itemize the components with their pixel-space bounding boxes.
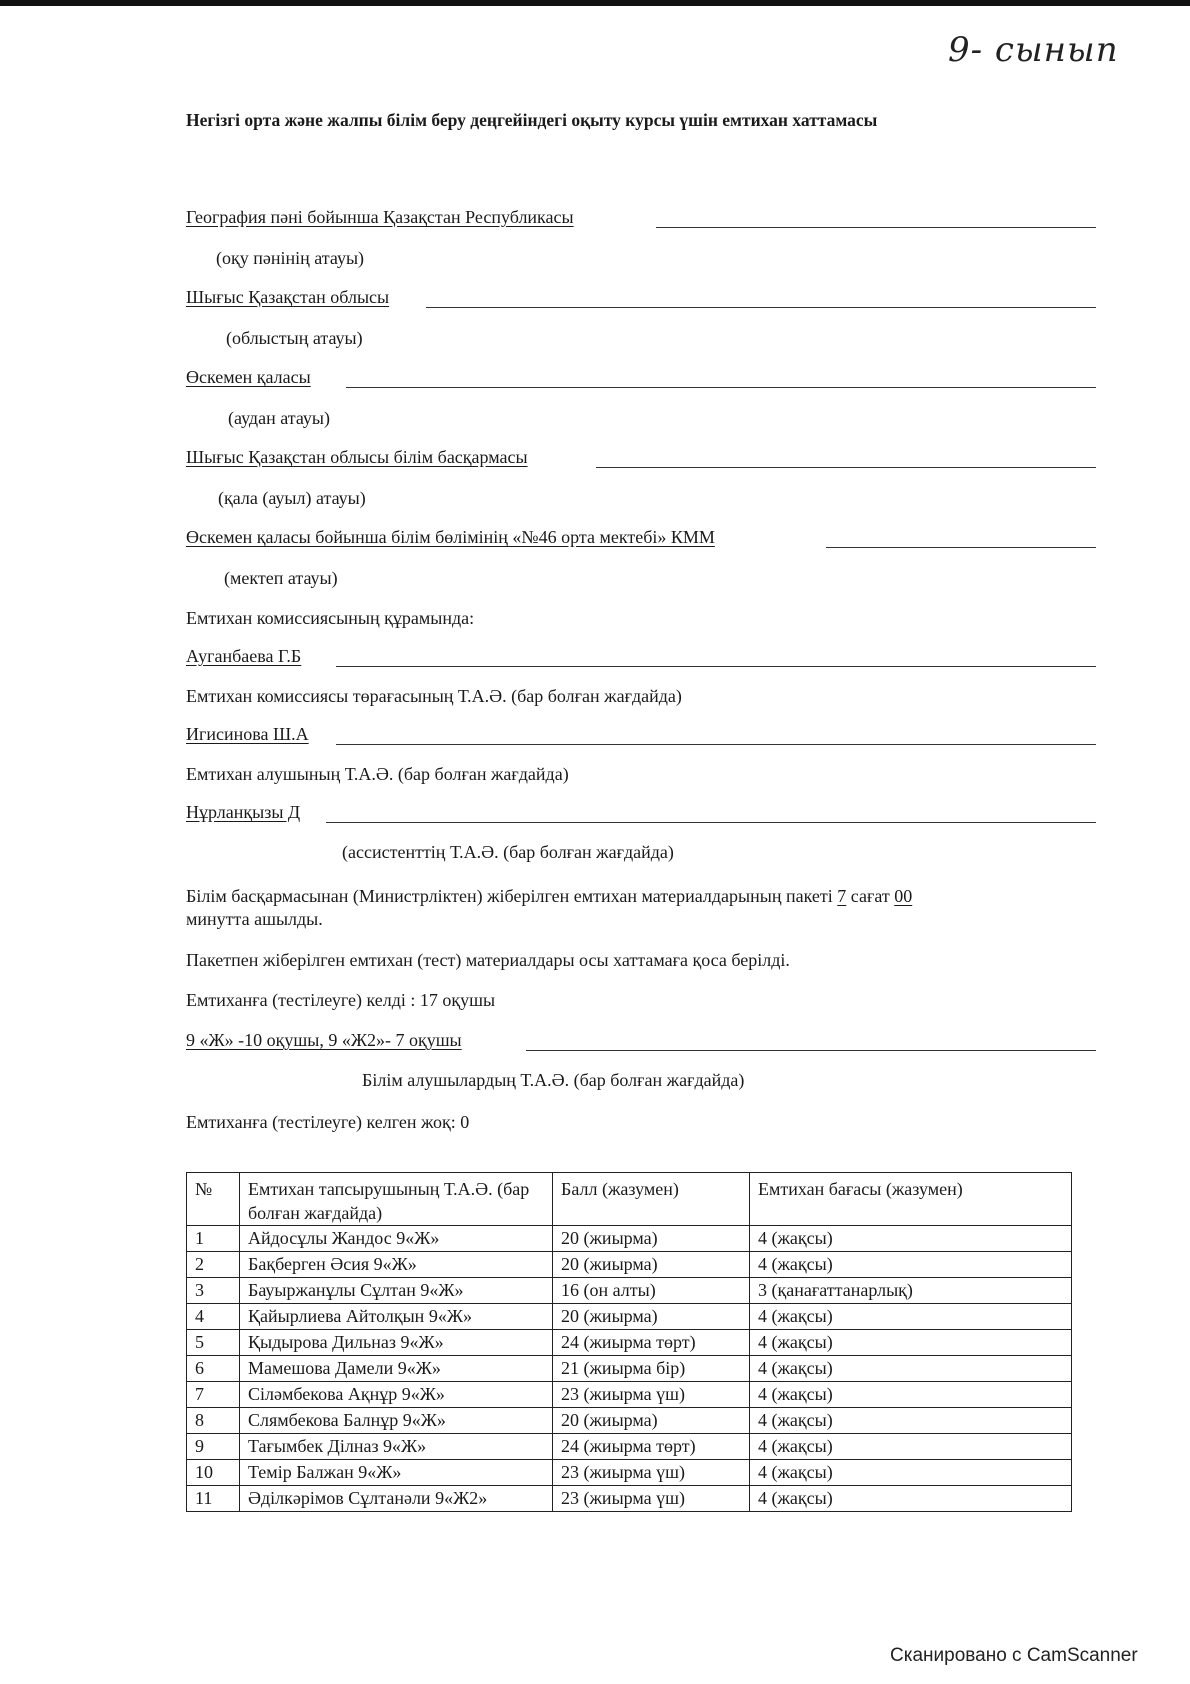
scan-top-edge — [0, 0, 1190, 6]
district-field — [186, 367, 1096, 388]
cell-score: 20 (жиырма) — [553, 1226, 750, 1252]
camscanner-watermark: Сканировано с CamScanner — [890, 1645, 1138, 1666]
classes-value: 9 «Ж» -10 оқушы, 9 «Ж2»- 7 оқушы — [186, 1030, 462, 1050]
cell-grade: 4 (жақсы) — [750, 1486, 1072, 1512]
city-underline — [596, 467, 1096, 468]
table-row — [187, 1434, 1072, 1460]
examiner-field — [186, 724, 1096, 745]
cell-grade: 4 (жақсы) — [750, 1252, 1072, 1278]
cell-score: 24 (жиырма төрт) — [553, 1434, 750, 1460]
header-number: № — [187, 1173, 240, 1226]
cell-number: 2 — [187, 1252, 240, 1278]
attended-count: Емтиханға (тестілеуге) келді : 17 оқушы — [186, 990, 496, 1010]
handwritten-note: 9- сынып — [948, 30, 1119, 70]
header-name: Емтихан тапсырушының Т.А.Ә. (бар болған жағдайда) — [240, 1173, 553, 1226]
table-row — [187, 1486, 1072, 1512]
commission-heading: Емтихан комиссиясының құрамында: — [186, 608, 475, 628]
package-text: Білім басқармасынан (Министрліктен) жіберілген емтихан материалдарының пакеті — [186, 886, 833, 906]
cell-grade: 4 (жақсы) — [750, 1408, 1072, 1434]
examiner-underline — [336, 744, 1096, 745]
region-value: Шығыс Қазақстан облысы — [186, 287, 390, 307]
table-row — [187, 1356, 1072, 1382]
cell-name: Қайырлиева Айтолқын 9«Ж» — [240, 1304, 553, 1330]
cell-grade: 4 (жақсы) — [750, 1382, 1072, 1408]
cell-name: Әділкәрімов Сұлтанәли 9«Ж2» — [240, 1486, 553, 1512]
cell-name: Бауыржанұлы Сұлтан 9«Ж» — [240, 1278, 553, 1304]
chair-underline — [336, 666, 1096, 667]
assistant-value: Нұрланқызы Д — [186, 802, 301, 822]
cell-grade: 4 (жақсы) — [750, 1226, 1072, 1252]
cell-name: Қыдырова Дильназ 9«Ж» — [240, 1330, 553, 1356]
cell-name: Бақберген Әсия 9«Ж» — [240, 1252, 553, 1278]
cell-name: Темір Балжан 9«Ж» — [240, 1460, 553, 1486]
results-table — [186, 1172, 1072, 1512]
package-line — [186, 886, 912, 907]
cell-number: 11 — [187, 1486, 240, 1512]
region-field — [186, 287, 1096, 308]
cell-name: Тағымбек Ділназ 9«Ж» — [240, 1434, 553, 1460]
package-opened-text: минутта ашылды. — [186, 909, 323, 929]
cell-name: Айдосұлы Жандос 9«Ж» — [240, 1226, 553, 1252]
subject-value: География пәні бойынша Қазақстан Республикасы — [186, 207, 574, 227]
region-caption: (облыстың атауы) — [226, 328, 363, 348]
table-header-row — [187, 1173, 1072, 1226]
chair-value: Ауганбаева Г.Б — [186, 646, 302, 666]
cell-grade: 4 (жақсы) — [750, 1460, 1072, 1486]
district-value: Өскемен қаласы — [186, 367, 311, 387]
subject-caption: (оқу пәнінің атауы) — [216, 248, 365, 268]
assistant-field — [186, 802, 1096, 823]
region-underline — [426, 307, 1096, 308]
district-caption: (аудан атауы) — [228, 408, 330, 428]
package-hours-unit: сағат — [850, 886, 890, 906]
package-minutes: 00 — [894, 886, 913, 906]
cell-score: 20 (жиырма) — [553, 1252, 750, 1278]
cell-score: 21 (жиырма бір) — [553, 1356, 750, 1382]
table-row — [187, 1460, 1072, 1486]
city-caption: (қала (ауыл) атауы) — [218, 488, 366, 508]
cell-number: 8 — [187, 1408, 240, 1434]
chair-caption: Емтихан комиссиясы төрағасының Т.А.Ә. (бар болған жағдайда) — [186, 686, 682, 706]
assistant-caption: (ассистенттің Т.А.Ә. (бар болған жағдайда) — [342, 842, 674, 862]
cell-grade: 4 (жақсы) — [750, 1304, 1072, 1330]
classes-caption: Білім алушылардың Т.А.Ә. (бар болған жағдайда) — [362, 1070, 745, 1090]
assistant-underline — [326, 822, 1096, 823]
classes-field — [186, 1030, 1096, 1051]
school-field — [186, 527, 1096, 548]
city-value: Шығыс Қазақстан облысы білім басқармасы — [186, 447, 528, 467]
cell-number: 1 — [187, 1226, 240, 1252]
cell-number: 9 — [187, 1434, 240, 1460]
examiner-value: Игисинова Ш.А — [186, 724, 309, 744]
cell-number: 3 — [187, 1278, 240, 1304]
materials-note: Пакетпен жіберілген емтихан (тест) материалдары осы хаттамаға қоса берілді. — [186, 950, 790, 970]
cell-score: 20 (жиырма) — [553, 1304, 750, 1330]
school-value: Өскемен қаласы бойынша білім бөлімінің «№46 орта мектебі» КММ — [186, 527, 715, 547]
table-row — [187, 1330, 1072, 1356]
cell-name: Слямбекова Балнұр 9«Ж» — [240, 1408, 553, 1434]
chair-field — [186, 646, 1096, 667]
table-row — [187, 1278, 1072, 1304]
table-row — [187, 1408, 1072, 1434]
school-underline — [826, 547, 1096, 548]
cell-name: Сіләмбекова Ақнұр 9«Ж» — [240, 1382, 553, 1408]
subject-field — [186, 207, 1096, 228]
cell-number: 6 — [187, 1356, 240, 1382]
cell-score: 16 (он алты) — [553, 1278, 750, 1304]
examiner-caption: Емтихан алушының Т.А.Ә. (бар болған жағдайда) — [186, 764, 569, 784]
cell-number: 7 — [187, 1382, 240, 1408]
city-field — [186, 447, 1096, 468]
cell-number: 5 — [187, 1330, 240, 1356]
cell-grade: 4 (жақсы) — [750, 1434, 1072, 1460]
document-title: Негізгі орта және жалпы білім беру деңгейіндегі оқыту курсы үшін емтихан хаттамасы — [186, 110, 878, 130]
cell-score: 20 (жиырма) — [553, 1408, 750, 1434]
cell-score: 23 (жиырма үш) — [553, 1382, 750, 1408]
classes-underline — [526, 1050, 1096, 1051]
cell-name: Мамешова Дамели 9«Ж» — [240, 1356, 553, 1382]
cell-grade: 4 (жақсы) — [750, 1330, 1072, 1356]
cell-score: 24 (жиырма төрт) — [553, 1330, 750, 1356]
cell-score: 23 (жиырма үш) — [553, 1460, 750, 1486]
cell-number: 4 — [187, 1304, 240, 1330]
cell-grade: 4 (жақсы) — [750, 1356, 1072, 1382]
cell-number: 10 — [187, 1460, 240, 1486]
package-hours: 7 — [837, 886, 847, 906]
table-row — [187, 1304, 1072, 1330]
header-grade: Емтихан бағасы (жазумен) — [750, 1173, 1072, 1226]
subject-underline — [656, 227, 1096, 228]
cell-score: 23 (жиырма үш) — [553, 1486, 750, 1512]
table-row — [187, 1382, 1072, 1408]
school-caption: (мектеп атауы) — [224, 568, 338, 588]
absent-count: Емтиханға (тестілеуге) келген жоқ: 0 — [186, 1112, 470, 1132]
cell-grade: 3 (қанағаттанарлық) — [750, 1278, 1072, 1304]
table-row — [187, 1226, 1072, 1252]
table-row — [187, 1252, 1072, 1278]
header-score: Балл (жазумен) — [553, 1173, 750, 1226]
district-underline — [346, 387, 1096, 388]
